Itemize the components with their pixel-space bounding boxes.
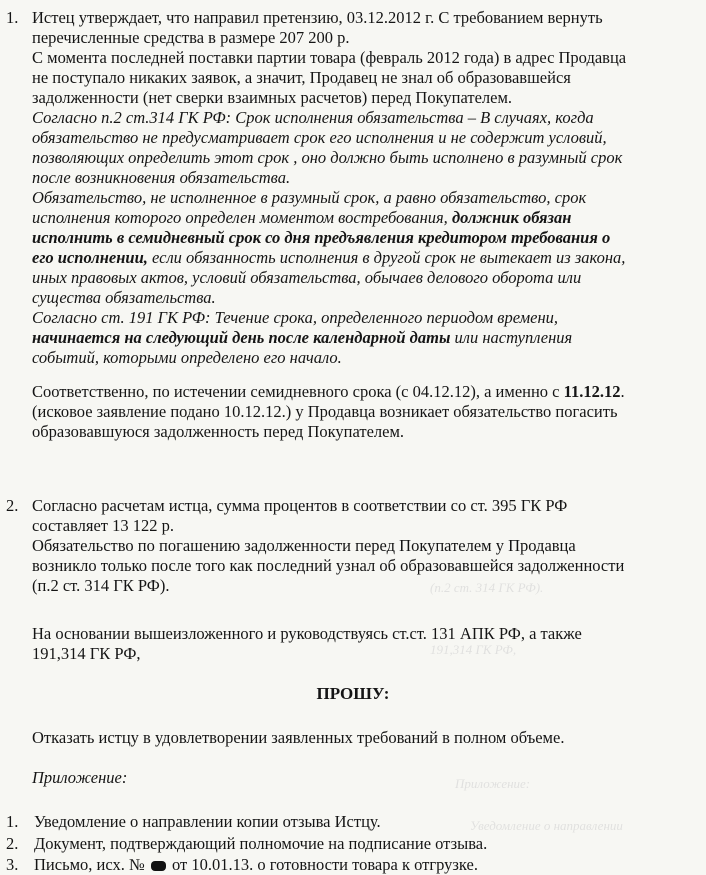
quote-191-line: событий, которыми определено его начало.: [32, 348, 342, 367]
appendix-title: Приложение:: [32, 768, 128, 787]
item-1-line: Истец утверждает, что направил претензию, 03.12.2012 г. С требованием вернуть: [32, 8, 603, 27]
item-2-number: 2.: [6, 496, 19, 515]
conclusion-text: Соответственно, по истечении семидневного срока (с 04.12.12), а именно с: [32, 382, 564, 401]
quote-314-line: Согласно п.2 ст.314 ГК РФ: Срок исполнения обязательства – В случаях, когда: [32, 108, 594, 127]
quote-obligation-line: существа обязательства.: [32, 288, 216, 307]
appendix-item-text: Уведомление о направлении копии отзыва Истцу.: [34, 812, 381, 831]
quote-bold-text: должник обязан: [451, 208, 572, 227]
basis-block: [32, 624, 702, 664]
quote-bold-text: его исполнении,: [32, 248, 148, 267]
item-2-line: Согласно расчетам истца, сумма процентов в соответствии со ст. 395 ГК РФ: [32, 496, 568, 515]
item-1-para2-line: С момента последней поставки партии товара (февраль 2012 года) в адрес Продавца: [32, 48, 627, 67]
redaction-mark: [151, 861, 166, 871]
quote-314-line: после возникновения обязательства.: [32, 168, 291, 187]
request-heading: ПРОШУ:: [316, 684, 390, 703]
quote-text: если обязанность исполнения в другой срок не вытекает из закона,: [147, 248, 626, 267]
quote-obligation-line: иных правовых актов, условий обязательства, обычаев делового оборота или: [32, 268, 582, 287]
appendix-item: [0, 812, 381, 832]
basis-line: 191,314 ГК РФ,: [32, 644, 141, 663]
item-1-block: [32, 8, 702, 442]
quote-obligation-line: [32, 208, 702, 228]
appendix-item-number: 1.: [6, 812, 19, 831]
appendix-item-number: 3.: [6, 855, 19, 874]
quote-obligation-line: [32, 248, 702, 268]
basis-line: На основании вышеизложенного и руководствуясь ст.ст. 131 АПК РФ, а также: [32, 624, 582, 643]
bleed-through-text: Приложение:: [455, 776, 531, 791]
item-2-line: возникло только после того как последний узнал об образовавшейся задолженности: [32, 556, 625, 575]
quote-text: или наступления: [450, 328, 573, 347]
bleed-through-text: Уведомление о направлении: [470, 818, 623, 833]
conclusion-line: образовавшуюся задолженность перед Покупателем.: [32, 422, 405, 441]
appendix-item: [0, 855, 478, 875]
item-1-line: перечисленные средства в размере 207 200 р.: [32, 28, 350, 47]
quote-obligation-line: Обязательство, не исполненное в разумный срок, а равно обязательство, срок: [32, 188, 587, 207]
quote-314-line: обязательство не предусматривает срок его исполнения и не содержит условий,: [32, 128, 607, 147]
quote-191-line: [32, 328, 702, 348]
item-2-line: (п.2 ст. 314 ГК РФ).: [32, 576, 170, 595]
appendix-item: [0, 834, 487, 854]
appendix-item-text: Письмо, исх. №: [34, 855, 145, 874]
appendix-item-number: 2.: [6, 834, 19, 853]
conclusion-text: .: [620, 382, 625, 401]
request-text: Отказать истцу в удовлетворении заявленных требований в полном объеме.: [32, 728, 565, 747]
quote-bold-text: начинается на следующий день после календарной даты: [32, 328, 451, 347]
bleed-through-text: (п.2 ст. 314 ГК РФ).: [430, 580, 544, 595]
item-2-block: [32, 496, 702, 596]
quote-314-line: позволяющих определить этот срок , оно должно быть исполнено в разумный срок: [32, 148, 623, 167]
quote-text: исполнения которого определен моментом востребования,: [32, 208, 452, 227]
bleed-through-text: 191,314 ГК РФ,: [430, 642, 517, 657]
conclusion-line: (исковое заявление подано 10.12.12.) у Продавца возникает обязательство погасить: [32, 402, 618, 421]
item-1-para2-line: не поступало никаких заявок, а значит, Продавец не знал об образовавшейся: [32, 68, 571, 87]
conclusion-line: [32, 382, 702, 402]
quote-191-line: Согласно ст. 191 ГК РФ: Течение срока, определенного периодом времени,: [32, 308, 559, 327]
item-1-number: 1.: [6, 8, 19, 27]
item-2-line: Обязательство по погашению задолженности перед Покупателем у Продавца: [32, 536, 576, 555]
conclusion-date: 11.12.12: [563, 382, 621, 401]
quote-obligation-line: исполнить в семидневный срок со дня предъявления кредитором требования о: [32, 228, 611, 247]
appendix-item-text: от 10.01.13. о готовности товара к отгрузке.: [171, 855, 478, 874]
item-2-line: составляет 13 122 р.: [32, 516, 174, 535]
item-1-para2-line: задолженности (нет сверки взаимных расчетов) перед Покупателем.: [32, 88, 513, 107]
appendix-item-text: Документ, подтверждающий полномочие на подписание отзыва.: [34, 834, 488, 853]
